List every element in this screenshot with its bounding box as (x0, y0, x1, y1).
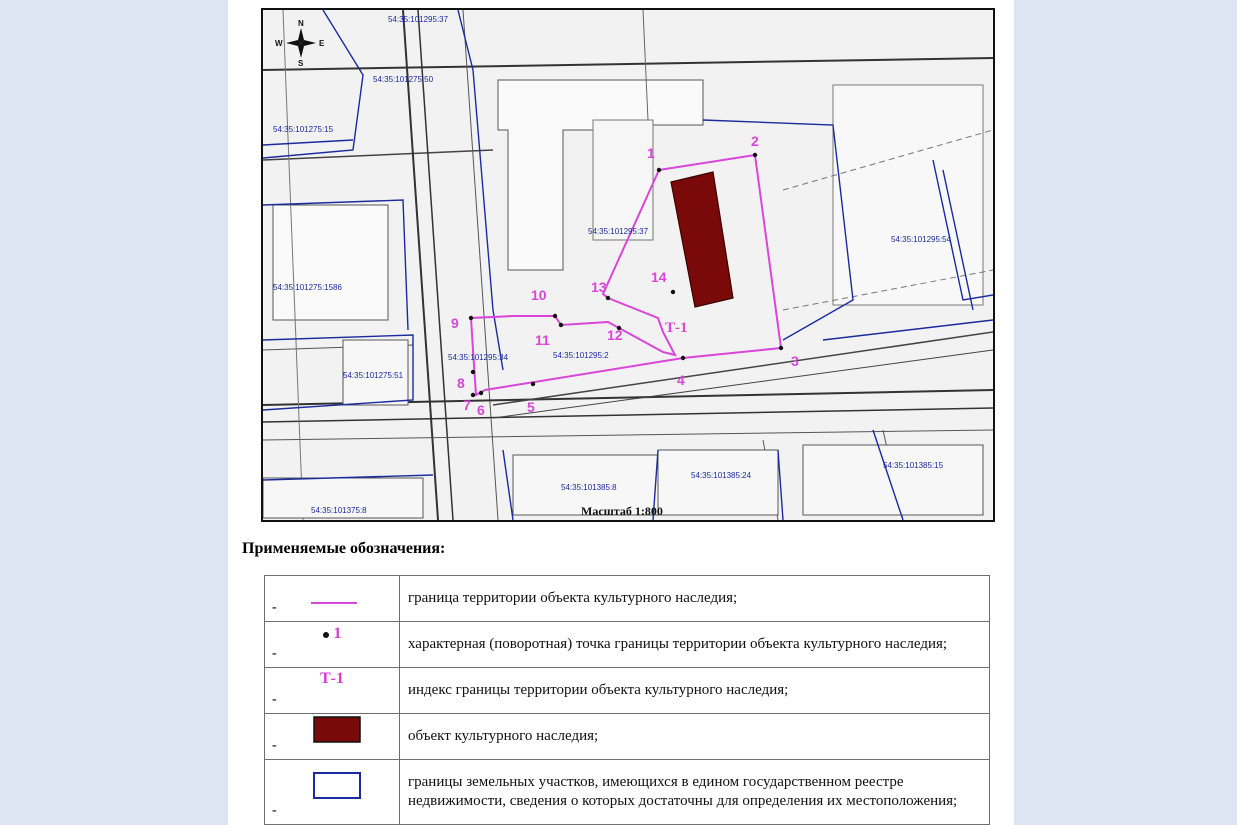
legend-symbol (265, 668, 400, 714)
parcel-label: 54:35:101295:37 (588, 227, 649, 236)
legend-row (265, 760, 990, 825)
boundary-index: Т-1 (665, 320, 688, 336)
parcel-label: 54:35:101375:8 (311, 506, 367, 515)
legend-row (265, 668, 990, 714)
turning-point-icon (323, 632, 329, 638)
legend-dash: - (272, 646, 277, 661)
legend-dash: - (272, 692, 277, 707)
legend-title: Применяемые обозначения: (242, 540, 446, 557)
cadastral-map (261, 8, 995, 522)
parcel-label: 54:35:101295:2 (553, 351, 609, 360)
point-label-1: 1 (647, 145, 655, 161)
point-label-9: 9 (451, 315, 459, 331)
parcel-label: 54:35:101295:34 (448, 353, 509, 362)
parcel-label: 54:35:101385:24 (691, 471, 752, 480)
parcel-label: 54:35:101275:15 (273, 125, 334, 134)
legend-row (265, 576, 990, 622)
legend-symbol (265, 622, 400, 668)
map-svg (263, 10, 993, 520)
point-label-10: 10 (531, 287, 547, 303)
parcel-boundary-icon (265, 770, 397, 813)
point-label-12: 12 (607, 327, 623, 343)
legend-symbol (265, 760, 400, 825)
heritage-object-icon (265, 714, 397, 757)
legend-description: граница территории объекта культурного наследия; (400, 576, 990, 622)
legend-symbol (265, 576, 400, 622)
parcel-label: 54:35:101295:37 (388, 15, 449, 24)
legend-row (265, 622, 990, 668)
point-label-14: 14 (651, 269, 667, 285)
document-page (228, 0, 1014, 825)
svg-text:S: S (298, 59, 304, 68)
map-background (263, 10, 993, 520)
legend-dash: - (272, 600, 277, 615)
boundary-line-icon (265, 576, 397, 619)
parcel-label: 54:35:101385:8 (561, 483, 617, 492)
legend-description: характерная (поворотная) точка границы территории объекта культурного наследия; (400, 622, 990, 668)
parcel-label: 54:35:101275:50 (373, 75, 434, 84)
legend-description: индекс границы территории объекта культурного наследия; (400, 668, 990, 714)
point-label-sample: 1 (333, 625, 342, 642)
parcel-label: 54:35:101295:54 (891, 235, 952, 244)
svg-text:N: N (298, 19, 304, 28)
point-label-13: 13 (591, 279, 607, 295)
scale-label: Масштаб 1:800 (581, 504, 663, 518)
point-label-8: 8 (457, 375, 465, 391)
svg-text:E: E (319, 39, 325, 48)
svg-text:W: W (275, 39, 283, 48)
index-label-sample: Т-1 (320, 670, 344, 687)
legend-row (265, 714, 990, 760)
legend-symbol (265, 714, 400, 760)
legend-description: объект культурного наследия; (400, 714, 990, 760)
point-label-2: 2 (751, 133, 759, 149)
point-label-6: 6 (477, 402, 485, 418)
legend-dash: - (272, 738, 277, 753)
legend-description: границы земельных участков, имеющихся в едином государственном реестре недвижимости, сведения о которых достаточны для определения их местоположения; (400, 760, 990, 825)
parcel-label: 54:35:101385:15 (883, 461, 944, 470)
point-label-11: 11 (535, 332, 550, 348)
point-label-4: 4 (677, 372, 685, 388)
point-label-5: 5 (527, 399, 535, 415)
legend-dash: - (272, 803, 277, 818)
parcel-label: 54:35:101275:1586 (273, 283, 342, 292)
point-label-7: 7 (463, 397, 471, 413)
parcel-label: 54:35:101275:51 (343, 371, 404, 380)
legend-table (264, 575, 990, 825)
point-label-3: 3 (791, 353, 799, 369)
